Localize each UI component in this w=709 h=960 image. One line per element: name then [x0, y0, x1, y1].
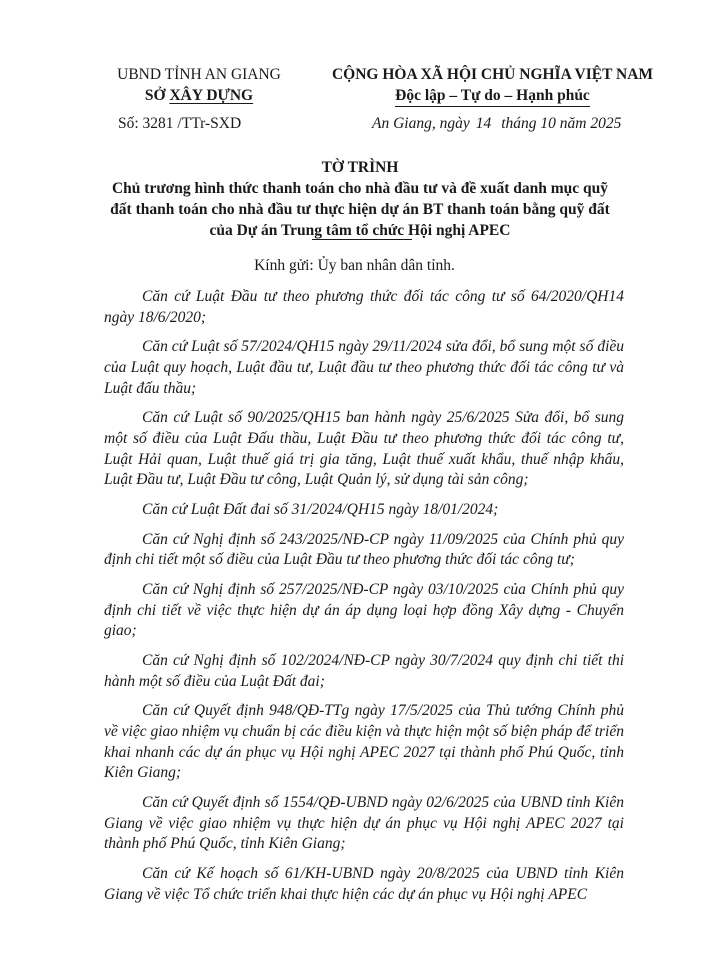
document-number: Số: 3281 /TTr-SXD — [118, 115, 242, 132]
place-date-prefix: An Giang, ngày — [372, 115, 470, 132]
national-motto: Độc lập – Tự do – Hạnh phúc — [395, 86, 590, 107]
legal-basis-paragraph: Căn cứ Nghị định số 257/2025/NĐ-CP ngày 03/10/2025 của Chính phủ quy định chi tiết về việc thực hiện dự án áp dụng loại hợp đồng Xây dựng - Chuyển giao; — [104, 581, 624, 640]
legal-basis-paragraph: Căn cứ Luật số 57/2024/QH15 ngày 29/11/2024 sửa đổi, bổ sung một số điều của Luật quy hoạch, Luật đầu tư, Luật đầu tư theo phương thức đối tác công tư và Luật đấu thầu; — [104, 338, 624, 397]
legal-basis-paragraph: Căn cứ Nghị định số 243/2025/NĐ-CP ngày 11/09/2025 của Chính phủ quy định chi tiết một số điều của Luật Đầu tư theo phương thức đối tác công tư; — [104, 530, 624, 569]
place-and-date — [372, 115, 621, 133]
issuing-agency — [84, 85, 314, 106]
legal-basis-paragraph: Căn cứ Kế hoạch số 61/KH-UBND ngày 20/8/2025 của UBND tỉnh Kiên Giang về việc Tổ chức triển khai thực hiện các dự án phục vụ Hội nghị APEC — [104, 864, 624, 903]
title-line-2: đất thanh toán cho nhà đầu tư thực hiện dự án BT thanh toán bằng quỹ đất — [110, 201, 610, 218]
document-title-block — [60, 157, 660, 241]
agency-name: XÂY DỰNG — [169, 87, 254, 104]
agency-prefix: SỞ — [144, 87, 170, 104]
document-body — [104, 287, 624, 914]
national-title-block — [300, 64, 685, 107]
legal-basis-paragraph: Căn cứ Luật Đầu tư theo phương thức đối tác công tư số 64/2020/QH14 ngày 18/6/2020; — [104, 288, 624, 326]
parent-agency: UBND TỈNH AN GIANG — [117, 66, 281, 83]
title-divider — [312, 239, 412, 240]
legal-basis-paragraph: Căn cứ Luật Đất đai số 31/2024/QH15 ngày 18/01/2024; — [142, 500, 499, 518]
place-date-day: 14 — [475, 115, 492, 132]
legal-basis-paragraph: Căn cứ Nghị định số 102/2024/NĐ-CP ngày 30/7/2024 quy định chi tiết thi hành một số điều của Luật Đất đai; — [104, 652, 624, 690]
place-date-suffix: tháng 10 năm 2025 — [501, 115, 622, 132]
title-line-1: Chủ trương hình thức thanh toán cho nhà đầu tư và đề xuất danh mục quỹ — [111, 180, 609, 197]
document-type: TỜ TRÌNH — [321, 159, 399, 176]
legal-basis-paragraph: Căn cứ Quyết định số 1554/QĐ-UBND ngày 02/6/2025 của UBND tỉnh Kiên Giang về việc giao nhiệm vụ thực hiện dự án phục vụ Hội nghị APEC 2027 tại thành phố Phú Quốc, tỉnh Kiên Giang; — [104, 793, 624, 853]
recipient-greeting: Kính gửi: Ủy ban nhân dân tỉnh. — [254, 257, 455, 274]
issuing-agency-block — [84, 64, 314, 106]
legal-basis-paragraph: Căn cứ Quyết định 948/QĐ-TTg ngày 17/5/2025 của Thủ tướng Chính phủ về việc giao nhiệm vụ chuẩn bị các điều kiện và thực hiện một số biện pháp để triển khai nhanh các dự án phục vụ Hội nghị APEC 2027 tại thành phố Phú Quốc, tỉnh Kiên Giang; — [104, 702, 624, 782]
country-name: CỘNG HÒA XÃ HỘI CHỦ NGHĨA VIỆT NAM — [331, 66, 654, 83]
title-line-3: của Dự án Trung tâm tổ chức Hội nghị APEC — [209, 222, 511, 239]
legal-basis-paragraph: Căn cứ Luật số 90/2025/QH15 ban hành ngày 25/6/2025 Sửa đổi, bổ sung một số điều của Luật Đấu thầu, Luật Đầu tư theo phương thức đối tác công tư, Luật Hải quan, Luật thuế giá trị gia tăng, Luật thuế xuất khẩu, thuế nhập khẩu, Luật Đầu tư, Luật Đầu tư công, Luật Quản lý, sử dụng tài sản công; — [104, 409, 624, 489]
